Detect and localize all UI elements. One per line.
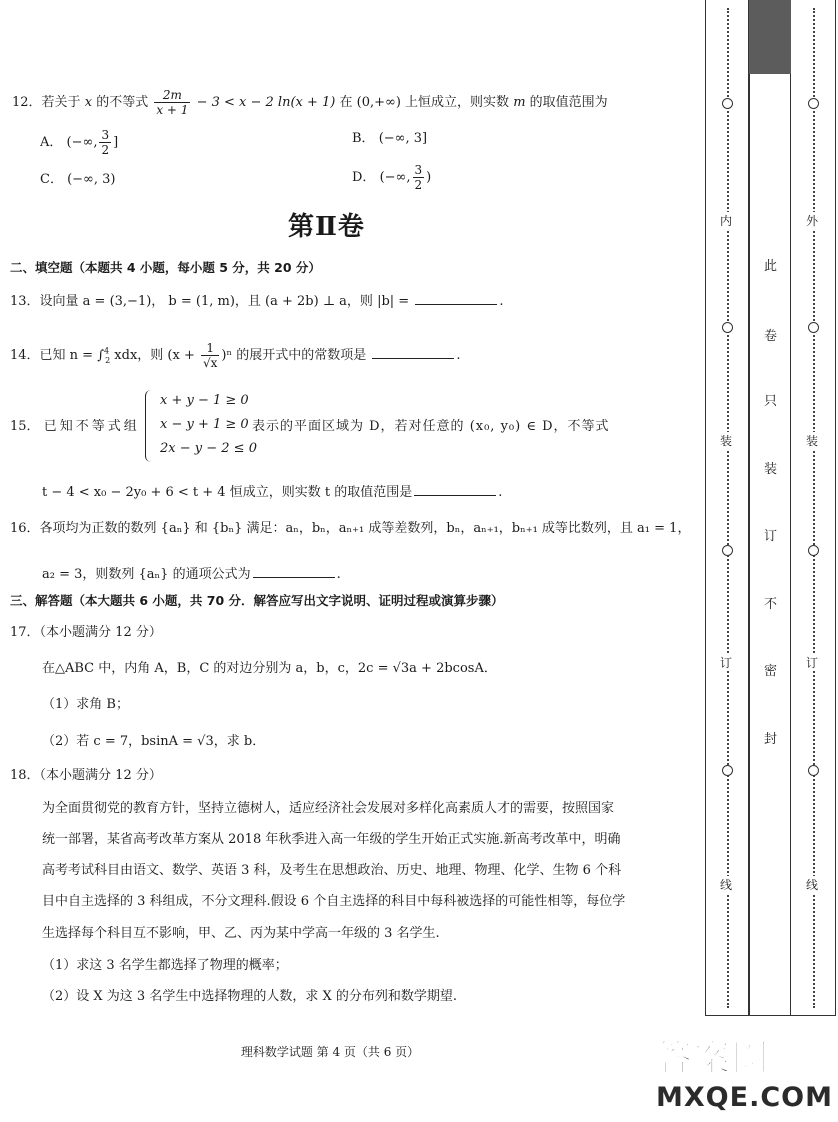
q15-ineq-3: 2x − y − 2 ≤ 0 <box>160 441 257 456</box>
outer-circle-icon <box>808 765 819 776</box>
inner-circle-icon <box>722 98 733 109</box>
binding-strip-dark-block <box>749 0 791 74</box>
q15-text: 表示的平面区域为 D，若对任意的 (x₀, y₀) ∈ D，不等式 <box>252 419 610 434</box>
outer-char: 线 <box>806 878 819 892</box>
inner-char: 内 <box>720 214 733 228</box>
part-title: 第Ⅱ卷 <box>288 212 365 242</box>
outer-circle-icon <box>808 98 819 109</box>
column-char: 密 <box>764 664 778 679</box>
q17-part2: （2）若 c = 7，bsinA = √3，求 b． <box>42 734 266 749</box>
inner-cut-line <box>727 8 729 1008</box>
inner-circle-icon <box>722 322 733 333</box>
page-footer: 理科数学试题 第 4 页（共 6 页） <box>240 1045 420 1059</box>
q14-answer-blank[interactable] <box>372 344 454 359</box>
inner-char: 线 <box>720 878 733 892</box>
q18-line-3: 高考考试科目由语文、数学、英语 3 科，及考生在思想政治、历史、地理、物理、化学、生物 6 个科 <box>42 863 622 878</box>
column-char: 装 <box>764 462 778 477</box>
q18-line-2: 统一部署，某省高考改革方案从 2018 年秋季进入高一年级的学生开始正式实施.新高考改革中，明确 <box>42 832 621 847</box>
q12-option-d: D． (−∞, $\frac{3}{2}$ ) <box>352 163 432 192</box>
q16-answer-blank[interactable] <box>253 563 335 578</box>
section-2-heading: 二、填空题（本题共 4 小题，每小题 5 分，共 20 分） <box>10 260 321 275</box>
q13-answer-blank[interactable] <box>415 290 497 305</box>
outer-cut-line <box>813 8 815 1008</box>
q15-stem: 15． 已知不等式组 <box>10 419 140 434</box>
outer-char: 装 <box>806 434 819 448</box>
inner-char: 订 <box>720 656 733 670</box>
column-char: 订 <box>764 529 778 544</box>
outer-char: 订 <box>806 656 819 670</box>
q18-header: 18．（本小题满分 12 分） <box>10 768 162 783</box>
outer-circle-icon <box>808 322 819 333</box>
q17-part1: （1）求角 B； <box>42 697 129 712</box>
q17-stem: 在△ABC 中，内角 A，B，C 的对边分别为 a，b，c，2c = √3a + 2bcosA． <box>42 661 497 676</box>
inner-char: 装 <box>720 434 733 448</box>
q18-line-4: 目中自主选择的 3 科组成，不分文理科.假设 6 个自主选择的科目中每科被选择的可能性相等，每位学 <box>42 894 626 909</box>
q12-stem: 12．若关于 x 的不等式 $\frac{2m}{x + 1}$ − 3 < x − 2 ln(x + 1) 在 (0,+∞) 上恒成立，则实数 m 的取值范围为 <box>12 88 608 117</box>
q12-fraction: $\frac{2m}{x + 1}$ <box>156 88 189 117</box>
column-char: 此 <box>764 259 778 274</box>
q18-line-1: 为全面贯彻党的教育方针，坚持立德树人，适应经济社会发展对多样化高素质人才的需要，按照国家 <box>42 801 615 816</box>
column-char: 卷 <box>764 329 778 344</box>
watermark-logo-text: 答案圈 <box>656 1038 771 1079</box>
q15-line2: t − 4 < x₀ − 2y₀ + 6 < t + 4 恒成立，则实数 t 的取值范围是 . <box>42 481 502 502</box>
watermark-url-text: MXQE.COM <box>656 1082 833 1113</box>
column-char: 封 <box>764 732 778 747</box>
q12-option-b: B． (−∞, 3] <box>352 131 428 146</box>
q14: 14．已知 n = ∫$^4_2$ xdx，则 (x + $\frac{1}{√x}$ )ⁿ 的展开式中的常数项是 . <box>10 341 461 370</box>
binding-strip-column <box>749 74 791 1016</box>
q15-ineq-2: x − y + 1 ≥ 0 <box>160 417 249 432</box>
inner-circle-icon <box>722 545 733 556</box>
outer-circle-icon <box>808 545 819 556</box>
q16-line2: a₂ = 3，则数列 {aₙ} 的通项公式为 . <box>42 563 341 584</box>
q12-option-c: C． (−∞, 3) <box>40 172 116 187</box>
inner-circle-icon <box>722 765 733 776</box>
q15-ineq-1: x + y − 1 ≥ 0 <box>160 393 249 408</box>
q15-answer-blank[interactable] <box>414 481 496 496</box>
q12-option-a: A． (−∞, $\frac{3}{2}$ ] <box>40 128 119 157</box>
q18-part2: （2）设 X 为这 3 名学生中选择物理的人数，求 X 的分布列和数学期望. <box>42 989 457 1004</box>
column-char: 不 <box>764 597 778 612</box>
column-char: 只 <box>764 394 778 409</box>
q16-line1: 16．各项均为正数的数列 {aₙ} 和 {bₙ} 满足：aₙ，bₙ，aₙ₊₁ 成等差数列，bₙ，aₙ₊₁，bₙ₊₁ 成等比数列，且 a₁ = 1， <box>10 521 691 536</box>
outer-char: 外 <box>806 214 819 228</box>
section-3-heading: 三、解答题（本大题共 6 小题，共 70 分．解答应写出文字说明、证明过程或演算步骤） <box>10 593 504 608</box>
q18-line-5: 生选择每个科目互不影响，甲、乙、丙为某中学高一年级的 3 名学生. <box>42 926 440 941</box>
q13: 13．设向量 a = (3,−1)， b = (1, m)，且 (a + 2b) ⊥ a，则 |b| = . <box>10 290 503 311</box>
q18-part1: （1）求这 3 名学生都选择了物理的概率； <box>42 958 288 973</box>
q17-header: 17．（本小题满分 12 分） <box>10 625 162 640</box>
